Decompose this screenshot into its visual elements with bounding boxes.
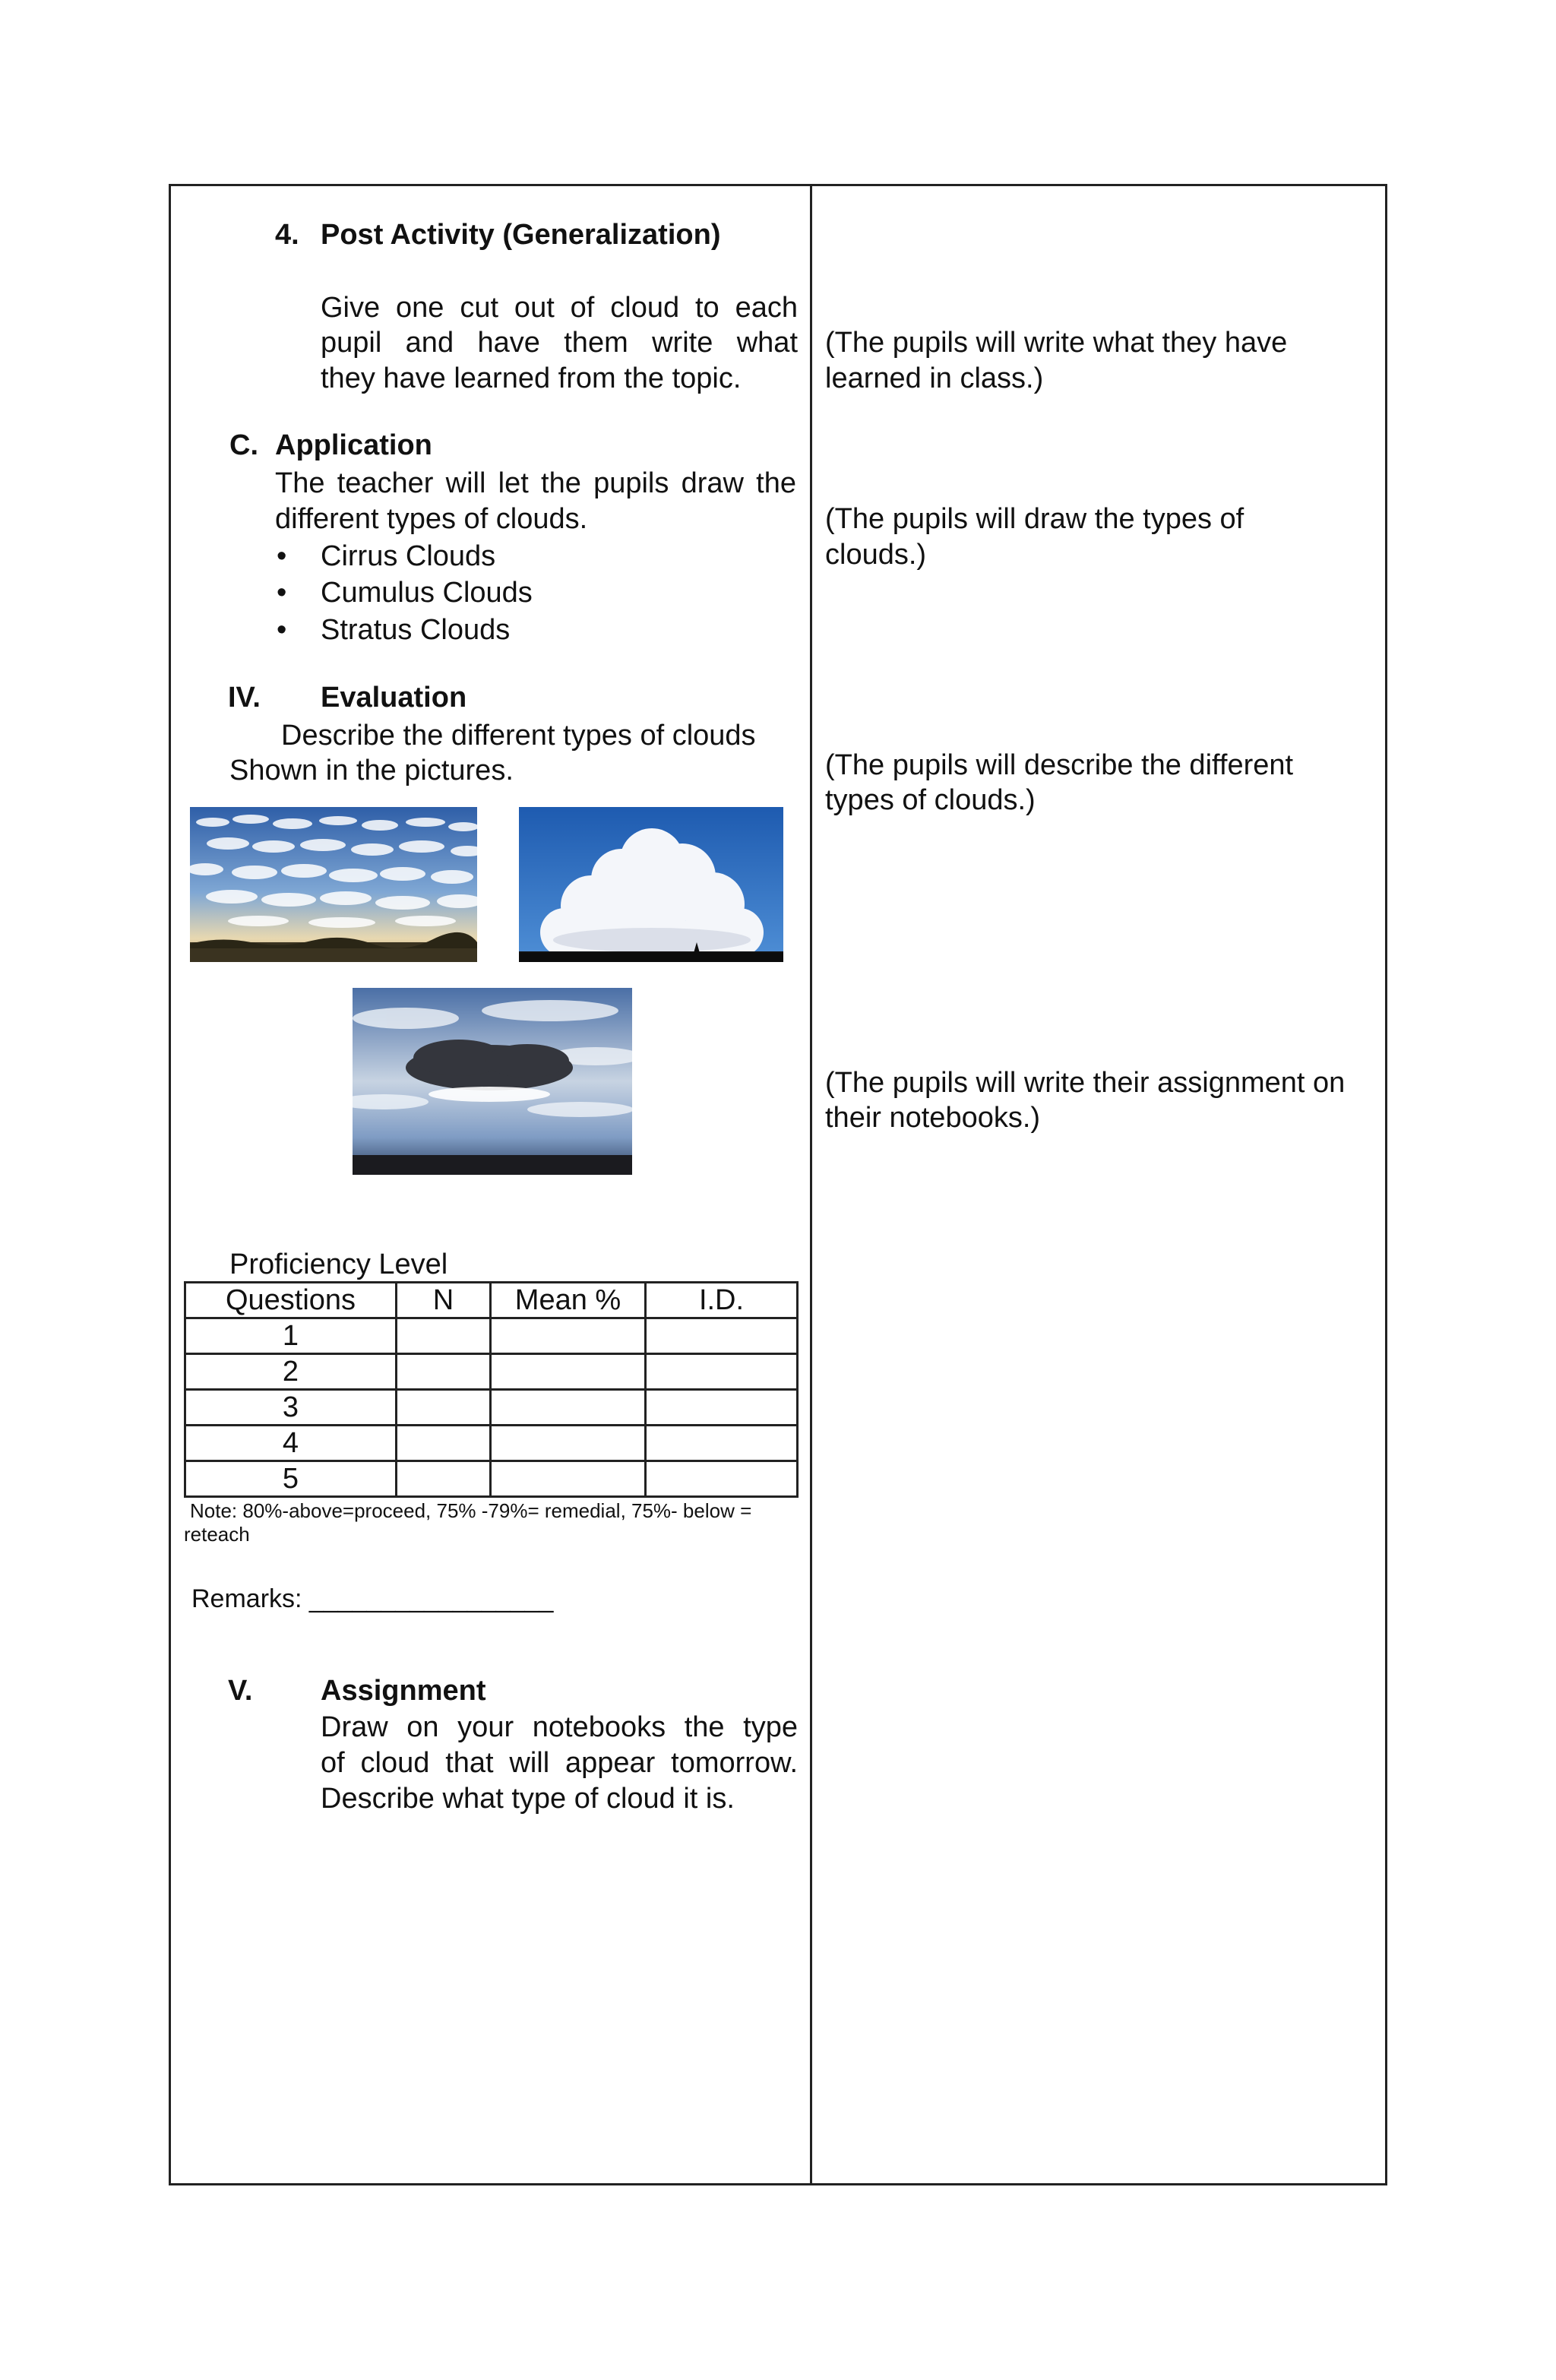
grading-note-line-2: reteach [184,1523,250,1546]
application-line-2: different types of clouds. [275,503,588,535]
bullet-dot-2: • [277,577,287,609]
table-header-row [185,1283,798,1318]
application-heading: Application [275,429,432,461]
post-activity-response-2: learned in class.) [825,362,1044,394]
n-cell [397,1461,491,1497]
bullet-stratus: Stratus Clouds [321,614,511,646]
question-number: 3 [185,1390,397,1426]
evaluation-line-2: Shown in the pictures. [229,755,514,786]
question-number: 4 [185,1426,397,1461]
table-row [185,1354,798,1390]
assignment-response-2: their notebooks.) [825,1102,1041,1134]
post-activity-line-2: pupil and have them write what [321,327,798,359]
remarks-line: Remarks: _________________ [191,1584,554,1613]
cumulus-cloud-photo [519,807,783,962]
post-activity-number: 4. [275,219,299,251]
table-row [185,1390,798,1426]
evaluation-line-1: Describe the different types of clouds [281,720,756,752]
post-activity-response-1: (The pupils will write what they have [825,327,1288,359]
assignment-heading: Assignment [321,1675,486,1707]
mean-cell [491,1318,646,1354]
mean-cell [491,1426,646,1461]
question-number: 1 [185,1318,397,1354]
post-activity-line-1: Give one cut out of cloud to each [321,292,798,324]
post-activity-heading: Post Activity (Generalization) [321,219,721,251]
evaluation-response-1: (The pupils will describe the different [825,749,1294,781]
application-response-2: clouds.) [825,539,927,571]
column-divider [810,184,812,2185]
bullet-dot-3: • [277,614,287,646]
grading-note-line-1: Note: 80%-above=proceed, 75% -79%= remedial, 75%- below = [190,1499,752,1522]
n-cell [397,1426,491,1461]
application-line-1: The teacher will let the pupils draw the [275,467,796,499]
mean-cell [491,1354,646,1390]
proficiency-table [184,1281,799,1498]
n-cell [397,1318,491,1354]
table-row [185,1318,798,1354]
bullet-cumulus: Cumulus Clouds [321,577,533,609]
bullet-cirrus: Cirrus Clouds [321,540,496,572]
table-row [185,1461,798,1497]
cirrus-cloud-photo [190,807,477,962]
id-cell [646,1461,798,1497]
assignment-response-1: (The pupils will write their assignment on [825,1067,1346,1099]
header-n: N [397,1283,491,1318]
question-number: 5 [185,1461,397,1497]
evaluation-numeral: IV. [228,682,261,714]
table-row [185,1426,798,1461]
application-response-1: (The pupils will draw the types of [825,503,1244,535]
assignment-line-1: Draw on your notebooks the type [321,1711,798,1743]
mean-cell [491,1390,646,1426]
application-letter: C. [229,429,258,461]
question-number: 2 [185,1354,397,1390]
n-cell [397,1354,491,1390]
n-cell [397,1390,491,1426]
bullet-dot-1: • [277,540,287,572]
assignment-numeral: V. [228,1675,253,1707]
evaluation-response-2: types of clouds.) [825,784,1036,816]
assignment-line-3: Describe what type of cloud it is. [321,1783,735,1815]
id-cell [646,1390,798,1426]
header-questions: Questions [185,1283,397,1318]
id-cell [646,1426,798,1461]
id-cell [646,1354,798,1390]
header-mean: Mean % [491,1283,646,1318]
evaluation-heading: Evaluation [321,682,467,714]
id-cell [646,1318,798,1354]
stratus-cloud-photo [353,988,632,1175]
header-id: I.D. [646,1283,798,1318]
assignment-line-2: of cloud that will appear tomorrow. [321,1747,798,1779]
mean-cell [491,1461,646,1497]
post-activity-line-3: they have learned from the topic. [321,362,742,394]
proficiency-label: Proficiency Level [229,1249,448,1280]
